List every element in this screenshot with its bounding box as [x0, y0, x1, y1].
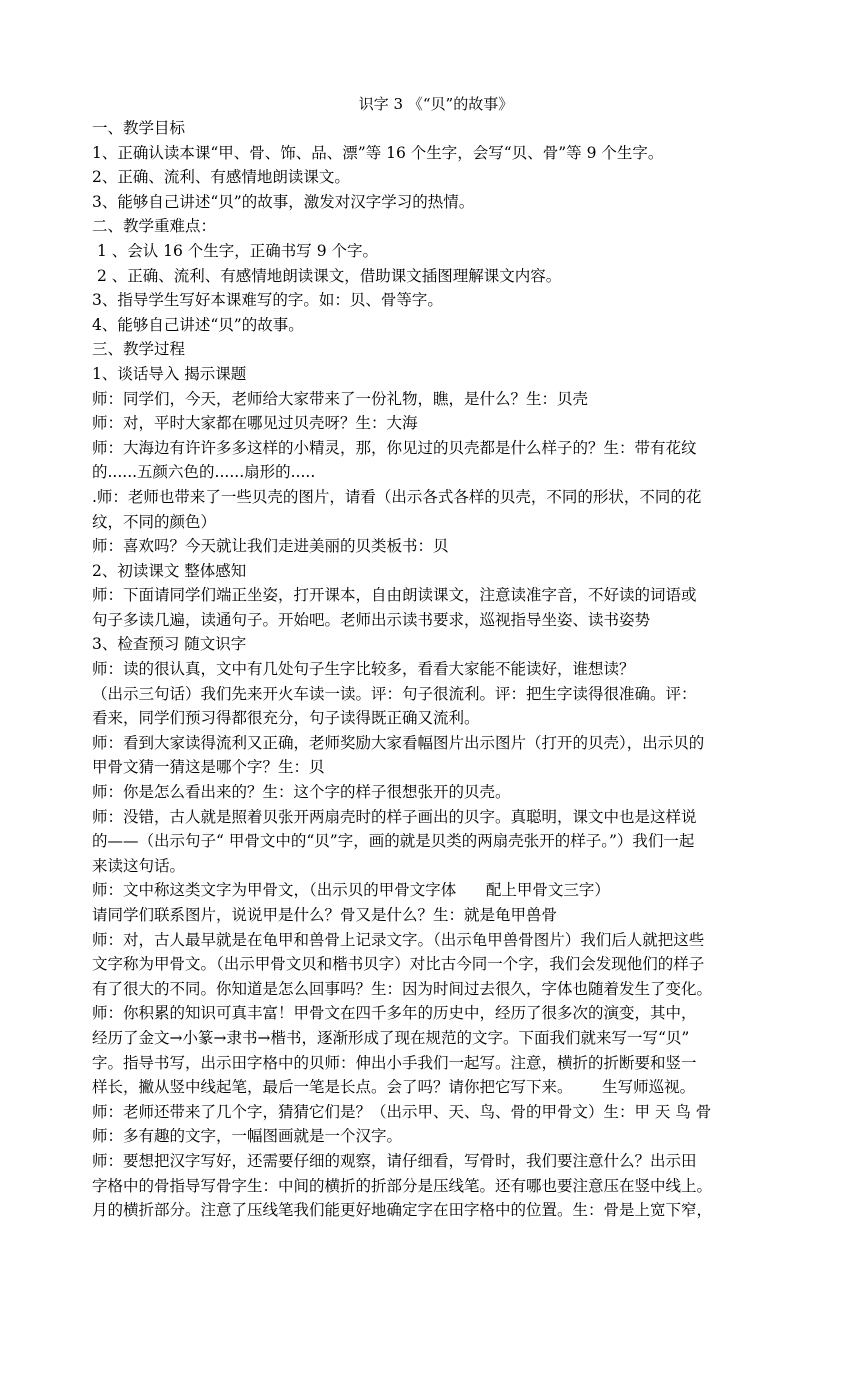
text-line: 3、指导学生写好本课难写的字。如：贝、骨等字。: [92, 291, 443, 310]
text-line: 二、教学重难点：: [92, 217, 217, 236]
text-line: 师：你是怎么看出来的？生：这个字的样子很想张开的贝壳。: [92, 783, 511, 802]
text-line: 请同学们联系图片，说说甲是什么？骨又是什么？生：就是龟甲兽骨: [92, 906, 558, 924]
text-line: 的——（出示句子“ 甲骨文中的“贝”字，画的就是贝类的两扇壳张开的样子。”）我们一起: [92, 832, 695, 851]
text-line: 师：对，古人最早就是在龟甲和兽骨上记录文字。（出示龟甲兽骨图片）我们后人就把这些: [92, 930, 705, 949]
text-line: 一、教学目标: [92, 119, 186, 137]
text-line: 月的横折部分。注意了压线笔我们能更好地确定字在田字格中的位置。生：骨是上宽下窄，: [92, 1201, 713, 1220]
text-line: 2、正确、流利、有感情地朗读课文。: [92, 168, 350, 187]
text-line: （出示三句话）我们先来开火车读一读。评：句子很流利。评：把生字读得很准确。评：: [92, 684, 697, 703]
text-line: 看来，同学们预习得都很充分，句子读得既正确又流利。: [92, 709, 480, 728]
text-line: 1、正确认读本课“甲、骨、饰、品、漂”等 16 个生字，会写“贝、骨”等 9 个生字。: [92, 143, 664, 162]
text-line: 师：大海边有许许多多这样的小精灵，那，你见过的贝壳都是什么样子的？生：带有花纹: [92, 438, 697, 457]
text-line: 字格中的骨指导写骨字生：中间的横折的折部分是压线笔。还有哪也要注意压在竖中线上。: [92, 1176, 713, 1195]
text-line: 师：多有趣的文字，一幅图画就是一个汉字。: [92, 1127, 403, 1146]
text-line: 有了很大的不同。你知道是怎么回事吗？生：因为时间过去很久，字体也随着发生了变化。: [92, 979, 713, 998]
text-line: 1 、会认 16 个生字，正确书写 9 个字。: [92, 241, 379, 260]
text-line: 3、检查预习 随文识字: [92, 635, 247, 654]
text-line: 师：老师还带来了几个字，猜猜它们是？（出示甲、天、鸟、骨的甲骨文）生：甲 天 鸟 骨: [92, 1102, 712, 1121]
text-line: 师：要想把汉字写好，还需要仔细的观察，请仔细看，写骨时，我们要注意什么？出示田: [92, 1151, 697, 1170]
text-line: 3、能够自己讲述“贝”的故事，激发对汉字学习的热情。: [92, 192, 475, 211]
text-line: .师：老师也带来了一些贝壳的图片，请看（出示各式各样的贝壳，不同的形状，不同的花: [92, 487, 702, 506]
text-line: 文字称为甲骨文。（出示甲骨文贝和楷书贝字）对比古今同一个字，我们会发现他们的样子: [92, 955, 705, 974]
document-title: 识字 3 《“贝”的故事》: [358, 95, 514, 113]
text-line: 师：喜欢吗？今天就让我们走进美丽的贝类板书：贝: [92, 537, 449, 556]
text-line: 师：同学们，今天，老师给大家带来了一份礼物，瞧，是什么？生：贝壳: [92, 389, 589, 408]
text-line: 师：看到大家读得流利又正确，老师奖励大家看幅图片出示图片（打开的贝壳），出示贝的: [92, 733, 705, 752]
text-line: 4、能够自己讲述“贝”的故事。: [92, 315, 304, 334]
text-line: 师：下面请同学们端正坐姿，打开课本，自由朗读课文，注意读准字音，不好读的词语或: [92, 586, 697, 605]
text-line: 的......五颜六色的......扇形的.....: [92, 463, 316, 482]
text-line: 甲骨文猜一猜这是哪个字？生：贝: [92, 758, 325, 777]
text-line: 句子多读几遍，读通句子。开始吧。老师出示读书要求，巡视指导坐姿、读书姿势: [92, 610, 651, 629]
text-line: 师：读的很认真，文中有几处句子生字比较多，看看大家能不能读好，谁想读？: [92, 660, 635, 679]
text-line: 2、初读课文 整体感知: [92, 561, 247, 580]
text-line: 纹，不同的颜色）: [92, 512, 217, 531]
text-line: 样长，撇从竖中线起笔，最后一笔是长点。会了吗？请你把它写下来。 生写师巡视。: [92, 1078, 696, 1097]
text-line: 师：你积累的知识可真丰富！甲骨文在四千多年的历史中，经历了很多次的演变，其中，: [92, 1004, 697, 1023]
text-line: 1、谈话导入 揭示课题: [92, 364, 247, 383]
text-line: 师：文中称这类文字为甲骨文，（出示贝的甲骨文字体 配上甲骨文三字）: [92, 881, 610, 900]
text-line: 三、教学过程: [92, 340, 186, 359]
text-line: 来读这句话。: [92, 856, 186, 875]
text-line: 字。指导书写，出示田字格中的贝师：伸出小手我们一起写。注意，横折的折断要和竖一: [92, 1053, 697, 1072]
text-line: 师：没错，古人就是照着贝张开两扇壳时的样子画出的贝字。真聪明，课文中也是这样说: [92, 807, 697, 826]
text-line: 2 、正确、流利、有感情地朗读课文，借助课文插图理解课文内容。: [92, 266, 562, 285]
document-body: [92, 116, 780, 1223]
text-line: 经历了金文→小篆→隶书→楷书，逐渐形成了现在规范的文字。下面我们就来写一写“贝”: [92, 1028, 690, 1047]
text-line: 师：对，平时大家都在哪见过贝壳呀？生：大海: [92, 414, 418, 433]
